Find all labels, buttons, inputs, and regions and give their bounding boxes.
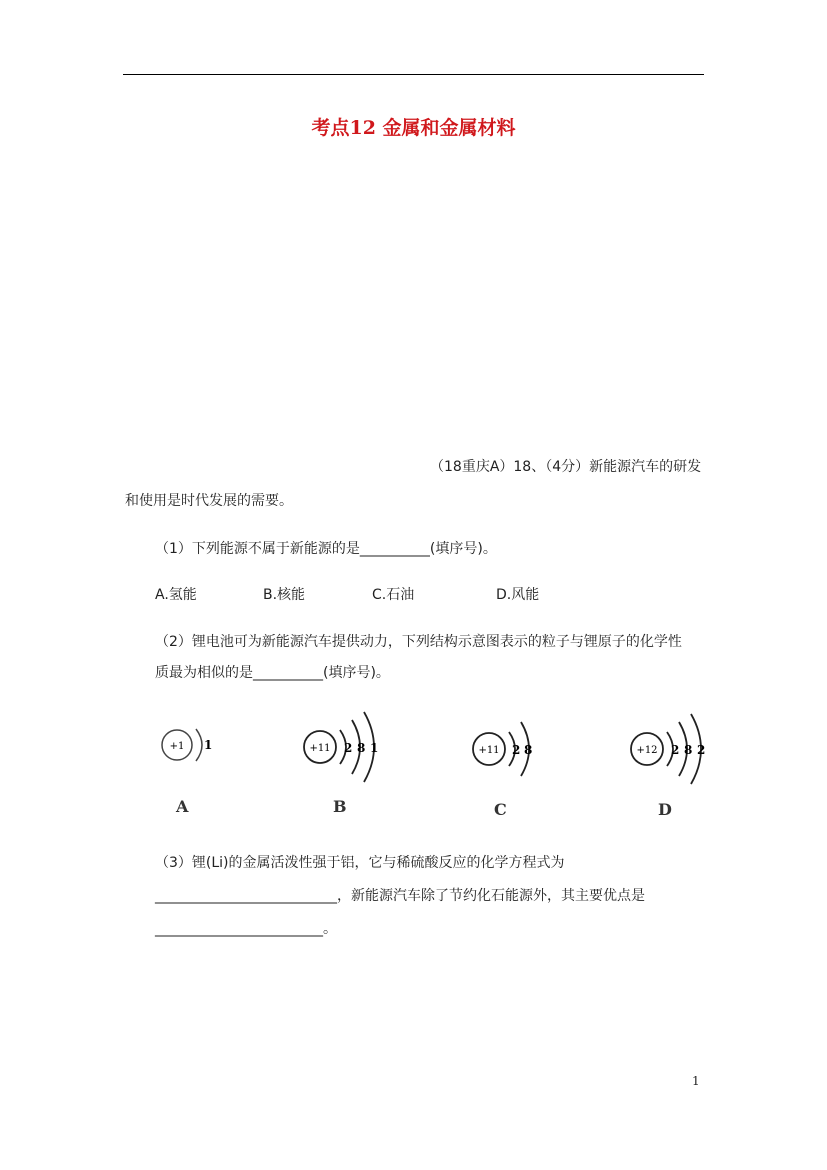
atom-diagram-c (471, 718, 551, 780)
shell-electrons-d-3: 2 (697, 743, 706, 757)
nucleus-charge-a: +1 (169, 741, 185, 752)
shell-electrons-b-3: 1 (370, 741, 379, 755)
option-c: C.石油 (372, 587, 415, 603)
header-rule (123, 74, 704, 75)
nucleus-charge-c: +11 (478, 745, 500, 756)
atom-diagram-b (302, 712, 392, 782)
question-intro-line1: （18重庆A）18、（4分）新能源汽车的研发 (430, 459, 702, 475)
diagram-label-d: D (658, 800, 672, 819)
atom-diagram-d (629, 713, 719, 785)
diagram-label-a: A (176, 797, 189, 816)
question-part2-line1: （2）锂电池可为新能源汽车提供动力，下列结构示意图表示的粒子与锂原子的化学性 (155, 634, 682, 650)
atom-diagram-a (160, 725, 220, 775)
shell-electrons-c-2: 8 (524, 743, 533, 757)
option-b: B.核能 (263, 587, 306, 603)
page-number: 1 (692, 1074, 700, 1088)
nucleus-charge-b: +11 (309, 743, 331, 754)
question-part3-line1: （3）锂(Li)的金属活泼性强于铝，它与稀硫酸反应的化学方程式为 (155, 855, 565, 871)
shell-electrons-b-2: 8 (357, 741, 366, 755)
question-part1: （1）下列能源不属于新能源的是__________(填序号)。 (155, 541, 497, 557)
nucleus-charge-d: +12 (636, 745, 658, 756)
shell-electrons-b-1: 2 (344, 741, 353, 755)
diagram-label-c: C (494, 800, 507, 819)
shell-electrons-a-1: 1 (204, 738, 213, 752)
diagram-label-b: B (333, 797, 347, 816)
shell-electrons-d-2: 8 (684, 743, 693, 757)
page-title: 考点12 金属和金属材料 (311, 117, 516, 139)
shell-electrons-d-1: 2 (671, 743, 680, 757)
electron-shell-arc (196, 729, 202, 761)
shell-electrons-c-1: 2 (512, 743, 521, 757)
question-part3-line2: __________________________，新能源汽车除了节约化石能源外，其主要优点是 (155, 888, 645, 904)
question-part3-line3: ________________________。 (155, 921, 337, 937)
question-intro-line2: 和使用是时代发展的需要。 (125, 493, 293, 509)
question-part2-line2: 质最为相似的是__________(填序号)。 (155, 665, 390, 681)
option-d: D.风能 (496, 587, 540, 603)
option-a: A.氢能 (155, 587, 197, 603)
